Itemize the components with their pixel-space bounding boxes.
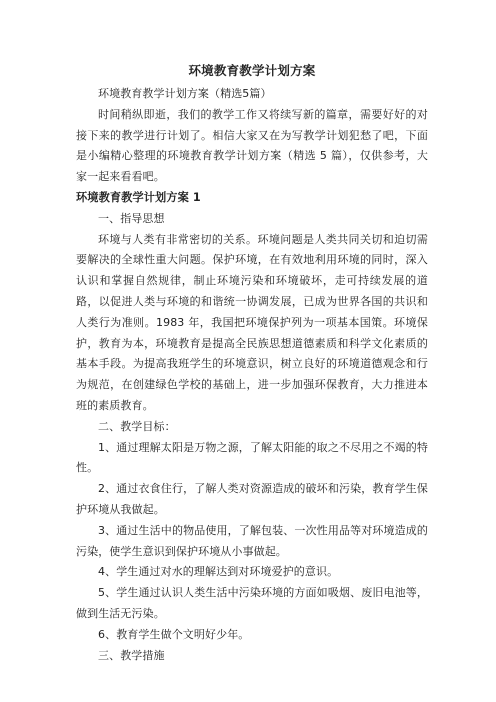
guiding-thought-paragraph: 环境与人类有非常密切的关系。环境问题是人类共同关切和迫切需要解决的全球性重大问题。保护环境，在有效地利用环境的同时，深入认识和掌握自然规律，制止环境污染和环境破坏，走可持续发展的道路，以促进人类与环境的和谐统一协调发展，已成为世界各国的共识和人类行为准则。1983 年，我国把环境保护列为一项基本国策。环境保护，教育为本，环境教育是提高全民族思想道德素质和科学文化素质的基本手段。为提高我班学生的环境意识，树立良好的环境道德观念和行为规范，在创建绿色学校的基础上，进一步加强环保教育，大力推进本班的素质教育。: [76, 232, 428, 412]
document-title: 环境教育教学计划方案: [188, 63, 316, 78]
subsection-heading-guiding-thought: 一、指导思想: [98, 211, 165, 225]
goal-item-3: 3、通过生活中的物品使用，了解包装、一次性用品等对环境造成的污染，使学生意识到保护环境从小事做起。: [76, 523, 428, 558]
document-subtitle: 环境教育教学计划方案（精选5篇）: [98, 87, 272, 100]
document-body: [76, 60, 428, 666]
goal-item-4: 4、学生通过对水的理解达到对环境爱护的意识。: [98, 565, 339, 579]
section-heading: 环境教育教学计划方案 1: [76, 190, 201, 204]
goal-item-5: 5、学生通过认识人类生活中污染环境的方面如吸烟、废旧电池等，做到生活无污染。: [76, 586, 428, 620]
subsection-heading-teaching-goals: 二、教学目标：: [98, 419, 176, 433]
goal-item-6: 6、教育学生做个文明好少年。: [98, 627, 250, 641]
intro-paragraph: 时间稍纵即逝，我们的教学工作又将续写新的篇章，需要好好的对接下来的教学进行计划了。相信大家又在为写教学计划犯愁了吧，下面是小编精心整理的环境教育教学计划方案（精选 5 篇），仅供参考，大家一起来看看吧。: [76, 107, 428, 184]
goal-item-2: 2、通过衣食住行，了解人类对资源造成的破坏和污染，教育学生保护环境从我做起。: [76, 482, 428, 516]
goal-item-1: 1、通过理解太阳是万物之源，了解太阳能的取之不尽用之不竭的特性。: [76, 440, 428, 475]
subsection-heading-teaching-measures: 三、教学措施: [98, 648, 165, 662]
